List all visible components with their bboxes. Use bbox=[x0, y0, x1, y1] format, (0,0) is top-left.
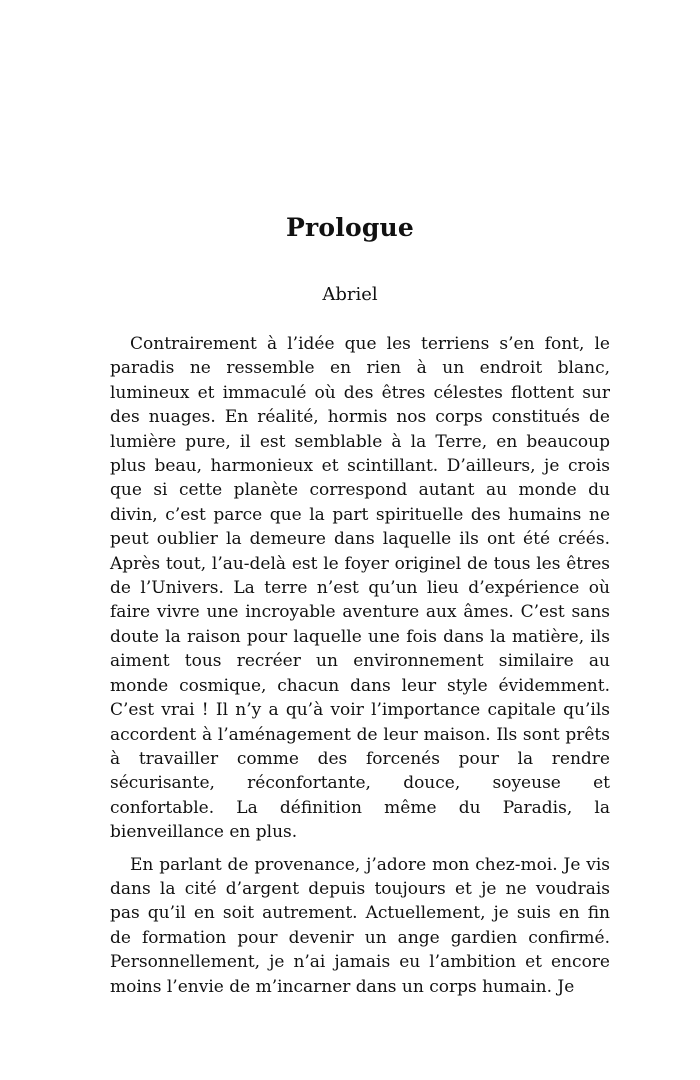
chapter-title: Prologue bbox=[286, 213, 414, 242]
chapter-subtitle: Abriel bbox=[322, 284, 378, 305]
paragraph: En parlant de provenance, j’adore mon chez-moi. Je vis dans la cité d’argent depuis toujours et je ne voudrais pas qu’il en soit autrement. Actuellement, je suis en fin de formation pour devenir un ange gardien confirmé. Personnellement, je n’ai jamais eu l’ambition et encore moins l’envie de m’incarner dans un corps humain. Je bbox=[110, 854, 610, 997]
paragraph: Contrairement à l’idée que les terriens s’en font, le paradis ne ressemble en rien à un endroit blanc, lumineux et immaculé où des êtres célestes flottent sur des nuages. En réalité, hormis nos corps constitués de lumière pure, il est semblable à la Terre, en beaucoup plus beau, harmonieux et scintillant. D’ailleurs, je crois que si cette planète correspond autant au monde du divin, c’est parce que la part spirituelle des humains ne peut oublier la demeure dans laquelle ils ont été créés. Après tout, l’au-delà est le foyer originel de tous les êtres de l’Univers. La terre n’est qu’un lieu d’expérience où faire vivre une incroyable aventure aux âmes. C’est sans doute la raison pour laquelle une fois dans la matière, ils aiment tous recréer un environnement similaire au monde cosmique, chacun dans leur style évidemment. C’est vrai ! Il n’y a qu’à voir l’importance capitale qu’ils accordent à l’aménagement de leur maison. Ils sont prêts à travailler comme des forcenés pour la rendre sécurisante, réconfortante, douce, soyeuse et confortable. La définition même du Paradis, la bienveillance en plus. bbox=[110, 334, 610, 843]
body-text bbox=[110, 332, 610, 1007]
